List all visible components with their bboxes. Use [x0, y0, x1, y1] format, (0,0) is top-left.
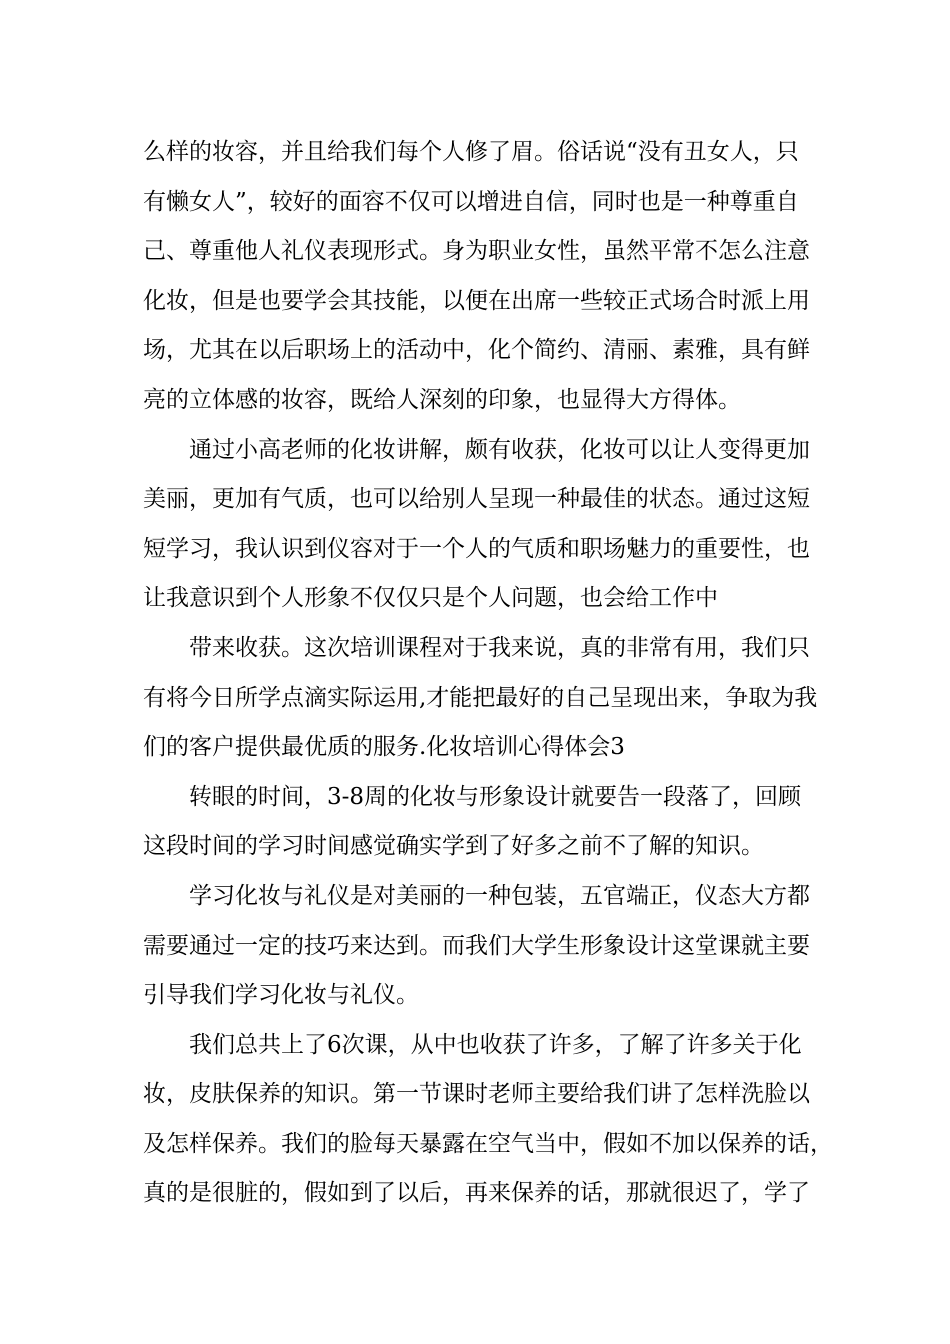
text-line: 们的客户提供最优质的服务.化妆培训心得体会3: [143, 734, 625, 761]
paragraph-first-line: 我们总共上了6次课，从中也收获了许多，了解了许多关于化: [189, 1031, 802, 1058]
text-line: 及怎样保养。我们的脸每天暴露在空气当中，假如不加以保养的话，: [143, 1130, 833, 1157]
text-line: 亮的立体感的妆容，既给人深刻的印象，也显得大方得体。: [143, 386, 741, 413]
text-line: 真的是很脏的，假如到了以后，再来保养的话，那就很迟了，学了: [143, 1180, 810, 1207]
text-line: 短学习，我认识到仪容对于一个人的气质和职场魅力的重要性，也: [143, 535, 810, 562]
text-line: 化妆，但是也要学会其技能，以便在出席一些较正式场合时派上用: [143, 287, 810, 314]
text-line: 需要通过一定的技巧来达到。而我们大学生形象设计这堂课就主要: [143, 932, 810, 959]
text-line: 场，尤其在以后职场上的活动中，化个简约、清丽、素雅，具有鲜: [143, 337, 810, 364]
text-line: 有懒女人”，较好的面容不仅可以增进自信，同时也是一种尊重自: [143, 188, 799, 215]
text-line: 让我意识到个人形象不仅仅只是个人问题，也会给工作中: [143, 585, 718, 612]
document-body: [143, 128, 833, 1219]
text-line: 引导我们学习化妆与礼仪。: [143, 982, 419, 1009]
paragraph-first-line: 转眼的时间，3-8周的化妆与形象设计就要告一段落了，回顾: [189, 783, 802, 810]
text-line: 美丽，更加有气质，也可以给别人呈现一种最佳的状态。通过这短: [143, 486, 810, 513]
text-line: 有将今日所学点滴实际运用,才能把最好的自己呈现出来，争取为我: [143, 684, 818, 711]
text-line: 妆，皮肤保养的知识。第一节课时老师主要给我们讲了怎样洗脸以: [143, 1081, 810, 1108]
paragraph-first-line: 带来收获。这次培训课程对于我来说，真的非常有用，我们只: [189, 634, 810, 661]
text-line: 这段时间的学习时间感觉确实学到了好多之前不了解的知识。: [143, 833, 764, 860]
text-line: 么样的妆容，并且给我们每个人修了眉。俗话说“没有丑女人，只: [143, 139, 799, 165]
paragraph-first-line: 学习化妆与礼仪是对美丽的一种包装，五官端正，仪态大方都: [189, 882, 810, 909]
paragraph-first-line: 通过小高老师的化妆讲解，颇有收获，化妆可以让人变得更加: [189, 436, 810, 463]
text-line: 己、尊重他人礼仪表现形式。身为职业女性，虽然平常不怎么注意: [143, 238, 810, 265]
